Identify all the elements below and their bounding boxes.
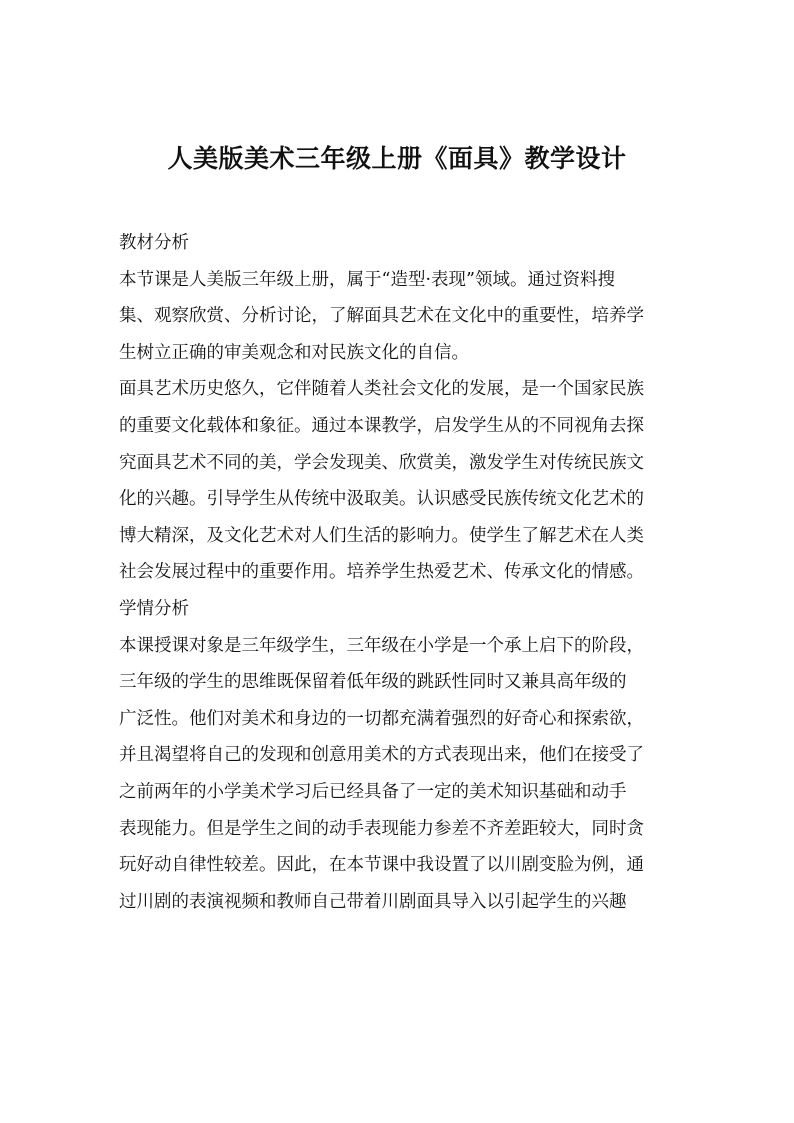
paragraph-line: 化的兴趣。引导学生从传统中汲取美。认识感受民族传统文化艺术的 [119, 489, 644, 510]
paragraph-line: 社会发展过程中的重要作用。培养学生热爱艺术、传承文化的情感。 [119, 562, 644, 583]
paragraph-line: 过川剧的表演视频和教师自己带着川剧面具导入以引起学生的兴趣 [119, 891, 627, 912]
paragraph-line: 并且渴望将自己的发现和创意用美术的方式表现出来，他们在接受了 [119, 745, 644, 766]
paragraph-line: 广泛性。他们对美术和身边的一切都充满着强烈的好奇心和探索欲， [119, 708, 644, 729]
paragraph-line: 究面具艺术不同的美，学会发现美、欣赏美，激发学生对传统民族文 [119, 452, 644, 473]
section-heading-learner-analysis: 学情分析 [119, 598, 189, 619]
document-body [119, 225, 689, 920]
paragraph-line: 的重要文化载体和象征。通过本课教学，启发学生从的不同视角去探 [119, 415, 644, 436]
document-title: 人美版美术三年级上册《面具》教学设计 [167, 144, 627, 173]
paragraph-line: 集、观察欣赏、分析讨论，了解面具艺术在文化中的重要性，培养学 [119, 306, 644, 327]
paragraph-line: 博大精深，及文化艺术对人们生活的影响力。使学生了解艺术在人类 [119, 525, 644, 546]
paragraph-line: 面具艺术历史悠久，它伴随着人类社会文化的发展，是一个国家民族 [119, 379, 644, 400]
paragraph-line: 表现能力。但是学生之间的动手表现能力参差不齐差距较大，同时贪 [119, 818, 644, 839]
paragraph-line: 本课授课对象是三年级学生，三年级在小学是一个承上启下的阶段， [119, 635, 644, 656]
paragraph-line: 本节课是人美版三年级上册，属于“造型·表现”领域。通过资料搜 [119, 269, 615, 290]
paragraph-line: 之前两年的小学美术学习后已经具备了一定的美术知识基础和动手 [119, 781, 627, 802]
paragraph-line: 生树立正确的审美观念和对民族文化的自信。 [119, 342, 469, 363]
section-heading-textbook-analysis: 教材分析 [119, 233, 189, 253]
paragraph-line: 三年级的学生的思维既保留着低年级的跳跃性同时又兼具高年级的 [119, 672, 627, 693]
paragraph-line: 玩好动自律性较差。因此，在本节课中我设置了以川剧变脸为例，通 [119, 855, 644, 876]
